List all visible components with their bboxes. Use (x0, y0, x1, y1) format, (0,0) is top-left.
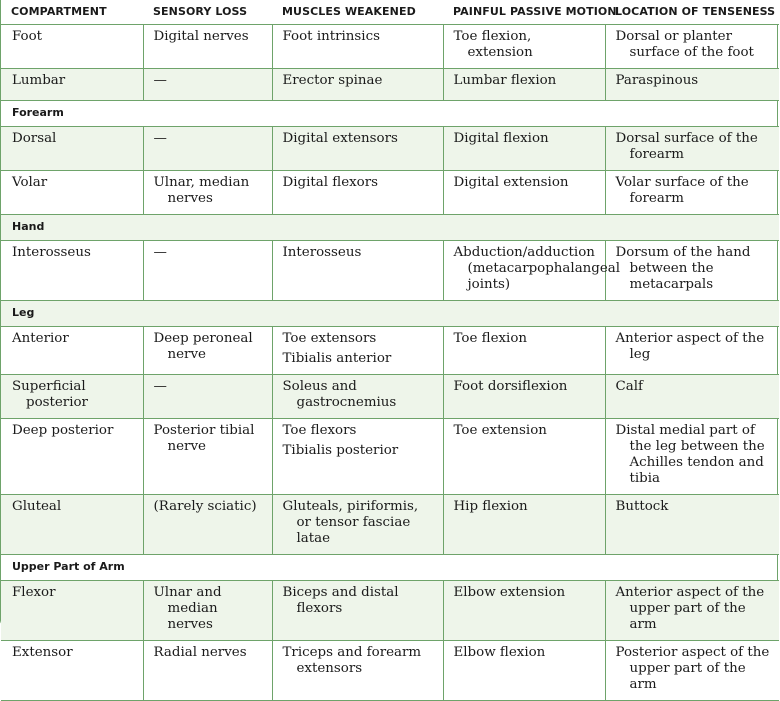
muscles-weakened-cell (272, 419, 443, 495)
compartment-cell (1, 127, 143, 171)
sensory-loss-cell (143, 495, 272, 555)
table-row (1, 581, 779, 641)
section-row (1, 101, 779, 127)
cell-text: — (153, 379, 167, 394)
cell-text: Toe flexion (453, 331, 528, 346)
section-heading: Hand (1, 215, 779, 241)
header-row (1, 0, 779, 25)
cell-text: Dorsal surface of the forearm (615, 131, 758, 162)
sensory-loss-cell (143, 69, 272, 101)
muscles-weakened-cell (272, 69, 443, 101)
compartment-cell (1, 69, 143, 101)
table-body (1, 25, 779, 701)
location-of-tenseness-cell (605, 419, 779, 495)
location-of-tenseness-cell (605, 375, 779, 419)
muscles-weakened-cell (272, 495, 443, 555)
compartment-cell (1, 25, 143, 69)
cell-text: Soleus and gastrocnemius (282, 379, 397, 410)
painful-passive-motion-cell (443, 241, 621, 301)
section-heading: Forearm (1, 101, 779, 127)
cell-text: Interosseus (12, 245, 91, 260)
cell-text: Foot intrinsics (282, 29, 380, 44)
cell-text: — (153, 245, 167, 260)
section-row (1, 301, 779, 327)
cell-text: — (153, 131, 167, 146)
table-row (1, 375, 779, 419)
painful-passive-motion-cell (443, 495, 605, 555)
cell-text: Foot dorsiflexion (453, 379, 568, 394)
location-of-tenseness-cell (605, 25, 779, 69)
cell-text: Foot (12, 29, 43, 44)
cell-text: Erector spinae (282, 73, 383, 88)
cell-text: Digital nerves (153, 29, 249, 44)
cell-text: Lumbar flexion (453, 73, 557, 88)
cell-text: Toe extension (453, 423, 547, 438)
painful-passive-motion-cell (443, 25, 605, 69)
cell-text: Digital flexors (282, 175, 379, 190)
table-row (1, 495, 779, 555)
compartment-cell (1, 241, 143, 301)
muscles-weakened-cell (272, 241, 443, 301)
muscles-weakened-cell (272, 581, 443, 641)
muscles-weakened-cell (272, 327, 443, 375)
cell-text: Dorsal (12, 131, 57, 146)
cell-text: Calf (615, 379, 643, 394)
compartment-cell (1, 327, 143, 375)
header-location-of-tenseness: LOCATION OF TENSENESS (605, 0, 779, 25)
cell-text: Gluteal (12, 499, 62, 514)
table-row (1, 69, 779, 101)
cell-text: — (153, 73, 167, 88)
table-row (1, 241, 779, 301)
section-row (1, 215, 779, 241)
cell-text: Posterior tibial nerve (153, 423, 255, 454)
sensory-loss-cell (143, 419, 272, 495)
sensory-loss-cell (143, 127, 272, 171)
section-heading: Upper Part of Arm (1, 555, 779, 581)
cell-text: Superficial posterior (12, 379, 88, 410)
table-row (1, 327, 779, 375)
muscles-weakened-cell (272, 127, 443, 171)
header-compartment: COMPARTMENT (1, 0, 143, 25)
location-of-tenseness-cell (605, 581, 779, 641)
location-of-tenseness-cell (605, 241, 779, 301)
header-muscles-weakened: MUSCLES WEAKENED (272, 0, 443, 25)
cell-text: Ulnar and median nerves (153, 585, 222, 632)
cell-text: Anterior aspect of the leg (615, 331, 765, 362)
sensory-loss-cell (143, 375, 272, 419)
cell-text: Buttock (615, 499, 669, 514)
compartment-syndrome-table (1, 0, 779, 701)
cell-text: Volar surface of the forearm (615, 175, 749, 206)
section-row (1, 555, 779, 581)
cell-text: (Rarely sciatic) (153, 499, 257, 514)
table-row (1, 171, 779, 215)
painful-passive-motion-cell (443, 127, 605, 171)
location-of-tenseness-cell (605, 69, 779, 101)
location-of-tenseness-cell (605, 171, 779, 215)
compartment-cell (1, 375, 143, 419)
cell-text: Interosseus (282, 245, 362, 260)
painful-passive-motion-cell (443, 581, 605, 641)
sensory-loss-cell (143, 171, 272, 215)
table-row (1, 127, 779, 171)
cell-text: Posterior aspect of the upper part of the arm (615, 645, 770, 692)
table-row (1, 641, 779, 701)
compartment-cell (1, 419, 143, 495)
cell-text: Triceps and forearm extensors (282, 645, 422, 676)
cell-text: Toe flexion, extension (453, 29, 533, 60)
cell-text: Flexor (12, 585, 56, 600)
cell-text: Extensor (12, 645, 73, 660)
cell-text: Deep posterior (12, 423, 114, 438)
sensory-loss-cell (143, 581, 272, 641)
cell-text: Lumbar (12, 73, 66, 88)
muscles-weakened-cell (272, 25, 443, 69)
cell-text: Gluteals, piriformis, or tensor fasciae latae (282, 499, 419, 546)
table-row (1, 419, 779, 495)
muscles-weakened-cell (272, 641, 443, 701)
painful-passive-motion-cell (443, 69, 605, 101)
section-heading: Leg (1, 301, 779, 327)
cell-text: Distal medial part of the leg between the Achilles tendon and tibia (615, 423, 765, 486)
cell-text: Digital flexion (453, 131, 549, 146)
compartment-cell (1, 495, 143, 555)
cell-text: Volar (12, 175, 48, 190)
cell-text: Radial nerves (153, 645, 247, 660)
cell-text: Biceps and distal flexors (282, 585, 399, 616)
cell-text: Abduction/adduction (metacarpophalangeal joints) (453, 245, 621, 292)
cell-text: Elbow extension (453, 585, 566, 600)
cell-text-extra: Tibialis anterior (282, 351, 392, 366)
sensory-loss-cell (143, 241, 272, 301)
painful-passive-motion-cell (443, 641, 605, 701)
cell-text: Toe flexors (282, 423, 357, 438)
header-painful-passive-motion: PAINFUL PASSIVE MOTION (443, 0, 605, 25)
cell-text: Anterior aspect of the upper part of the arm (615, 585, 765, 632)
painful-passive-motion-cell (443, 327, 605, 375)
cell-text: Elbow flexion (453, 645, 546, 660)
cell-text: Dorsum of the hand between the metacarpals (615, 245, 751, 292)
painful-passive-motion-cell (443, 171, 605, 215)
cell-text: Hip flexion (453, 499, 528, 514)
location-of-tenseness-cell (605, 127, 779, 171)
sensory-loss-cell (143, 25, 272, 69)
cell-text-extra: Tibialis posterior (282, 443, 399, 458)
cell-text: Ulnar, median nerves (153, 175, 250, 206)
compartment-cell (1, 641, 143, 701)
cell-text: Dorsal or planter surface of the foot (615, 29, 754, 60)
header-sensory-loss: SENSORY LOSS (143, 0, 272, 25)
compartment-cell (1, 171, 143, 215)
location-of-tenseness-cell (605, 327, 779, 375)
painful-passive-motion-cell (443, 375, 605, 419)
location-of-tenseness-cell (605, 495, 779, 555)
muscles-weakened-cell (272, 171, 443, 215)
location-of-tenseness-cell (605, 641, 779, 701)
painful-passive-motion-cell (443, 419, 605, 495)
table-row (1, 25, 779, 69)
cell-text: Toe extensors (282, 331, 377, 346)
compartment-cell (1, 581, 143, 641)
cell-text: Digital extensors (282, 131, 398, 146)
cell-text: Digital extension (453, 175, 569, 190)
cell-text: Deep peroneal nerve (153, 331, 253, 362)
sensory-loss-cell (143, 327, 272, 375)
sensory-loss-cell (143, 641, 272, 701)
cell-text: Paraspinous (615, 73, 699, 88)
cell-text: Anterior (12, 331, 69, 346)
muscles-weakened-cell (272, 375, 443, 419)
